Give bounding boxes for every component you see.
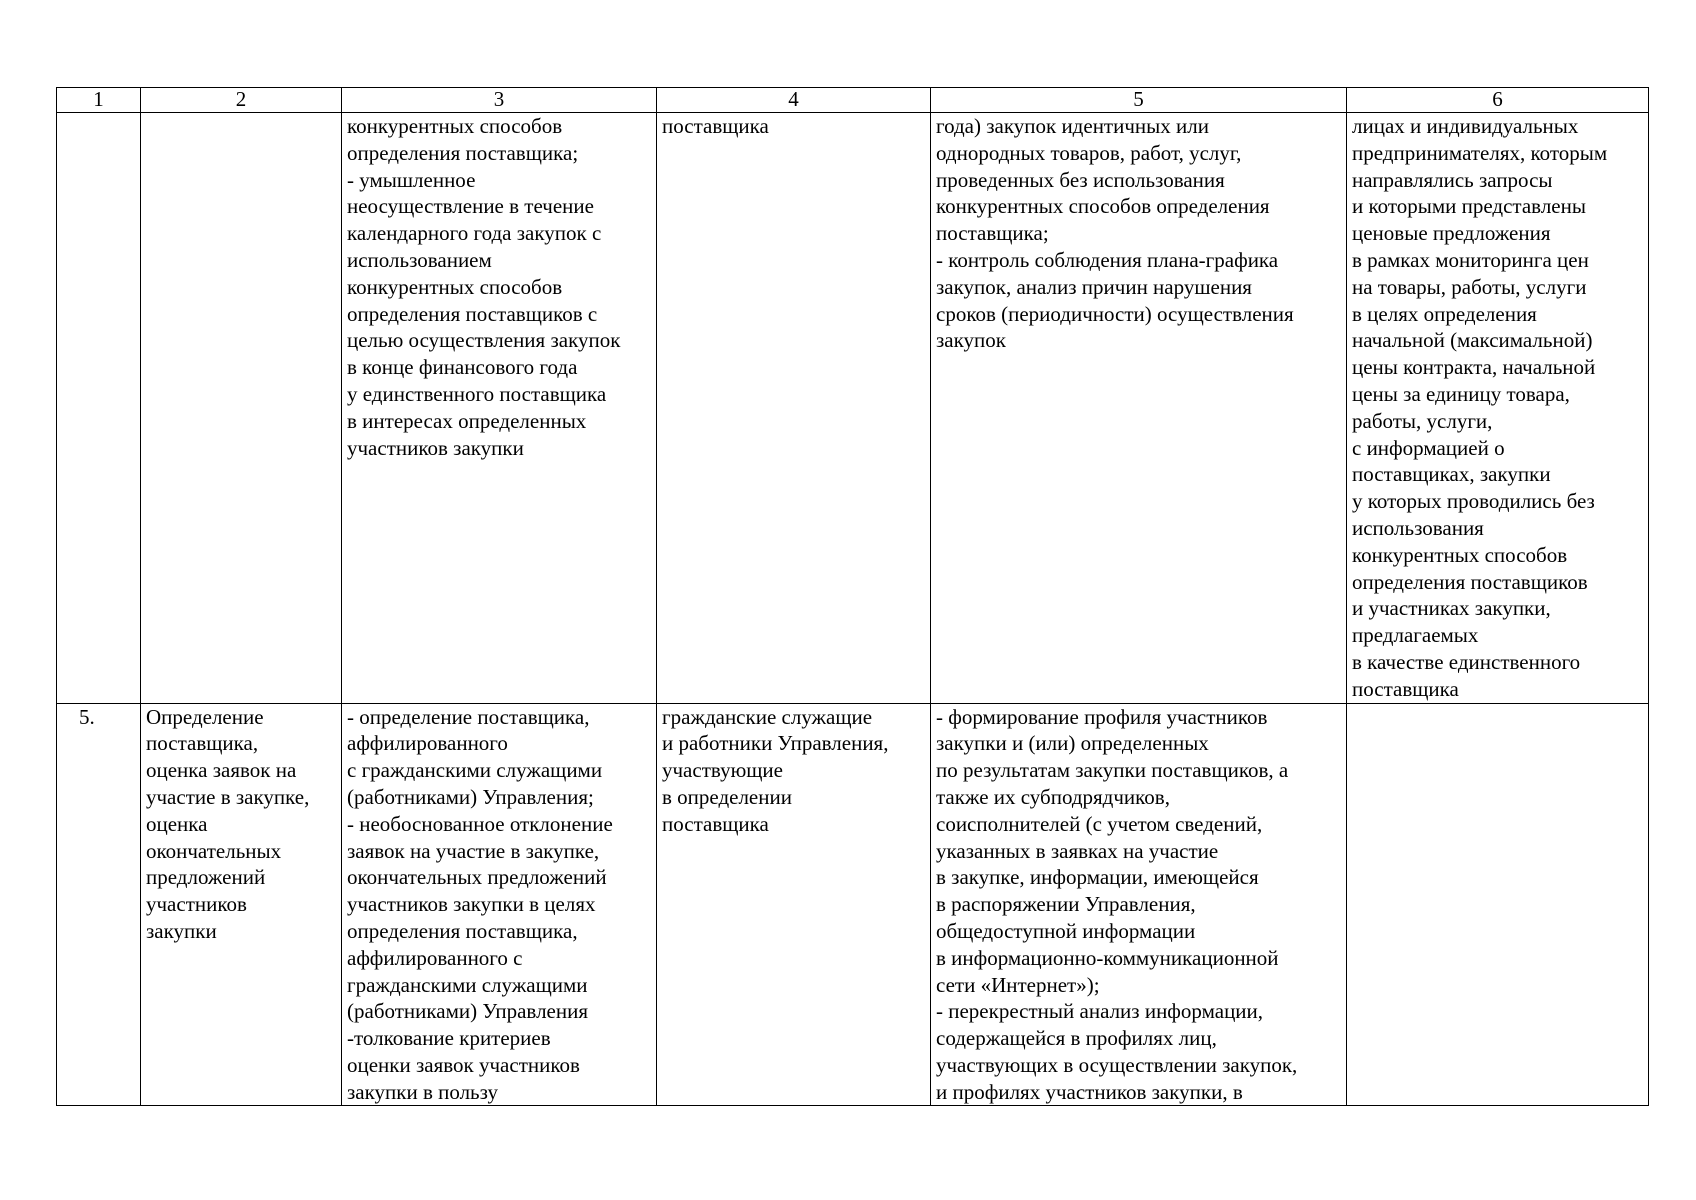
- column-number-header: 6: [1347, 88, 1649, 113]
- cell-text: года) закупок идентичных или однородных товаров, работ, услуг, проведенных без использования конкурентных способов определения поставщика; - контроль соблюдения плана-графика закупок, анализ причин нарушения сроков (периодичности) осуществления закупок: [936, 114, 1294, 353]
- cell-text: поставщика: [662, 114, 769, 138]
- column-number-header: 2: [141, 88, 342, 113]
- cell-text: Определение поставщика, оценка заявок на участие в закупке, оценка окончательных предложений участников закупки: [146, 704, 310, 943]
- table-row-5: [57, 703, 1649, 1106]
- table-cell-participants: [657, 703, 931, 1106]
- table-row-continuation: [57, 113, 1649, 704]
- table-cell-participants: [657, 113, 931, 704]
- table-cell-process: [141, 703, 342, 1106]
- document-table: [56, 87, 1649, 1106]
- column-number-header: 3: [342, 88, 657, 113]
- cell-text: лицах и индивидуальных предпринимателях, которым направлялись запросы и которыми представлены ценовые предложения в рамках мониторинга цен на товары, работы, услуги в целях определения начальной (максимальной) цены контракта, начальной цены за единицу товара, работы, услуги, с информацией о поставщиках, закупки у которых проводились без использования конкурентных способов определения поставщиков и участниках закупки, предлагаемых в качестве единственного поставщика: [1352, 114, 1608, 701]
- table-cell-measures: [931, 113, 1347, 704]
- table-cell-information: [1347, 703, 1649, 1106]
- cell-text: гражданские служащие и работники Управления, участвующие в определении поставщика: [662, 704, 889, 836]
- table-cell-number: [57, 113, 141, 704]
- column-number-header: 1: [57, 88, 141, 113]
- column-number-header: 4: [657, 88, 931, 113]
- table-cell-information: [1347, 113, 1649, 704]
- table-cell-process: [141, 113, 342, 704]
- row-number: 5.: [79, 704, 95, 729]
- cell-text: конкурентных способов определения поставщика; - умышленное неосуществление в течение календарного года закупок с использованием конкурентных способов определения поставщиков с целью осуществления закупок в конце финансового года у единственного поставщика в интересах определенных участников закупки: [347, 114, 621, 460]
- table-cell-measures: [931, 703, 1347, 1106]
- column-number-header: 5: [931, 88, 1347, 113]
- cell-text: - определение поставщика, аффилированного с гражданскими служащими (работниками) Управления; - необоснованное отклонение заявок на участие в закупке, окончательных предложений участников закупки в целях определения поставщика, аффилированного с гражданскими служащими (работниками) Управления -толкование критериев оценки заявок участников закупки в пользу: [347, 704, 613, 1104]
- cell-text: - формирование профиля участников закупки и (или) определенных по результатам закупки поставщиков, а также их субподрядчиков, соисполнителей (с учетом сведений, указанных в заявках на участие в закупке, информации, имеющейся в распоряжении Управления, общедоступной информации в информационно-коммуникационной сети «Интернет»); - перекрестный анализ информации, содержащейся в профилях лиц, участвующих в осуществлении закупок, и профилях участников закупки, в: [936, 704, 1298, 1104]
- table-cell-number: [57, 703, 141, 1106]
- table-cell-risks: [342, 703, 657, 1106]
- table-cell-risks: [342, 113, 657, 704]
- column-number-row: [57, 88, 1649, 113]
